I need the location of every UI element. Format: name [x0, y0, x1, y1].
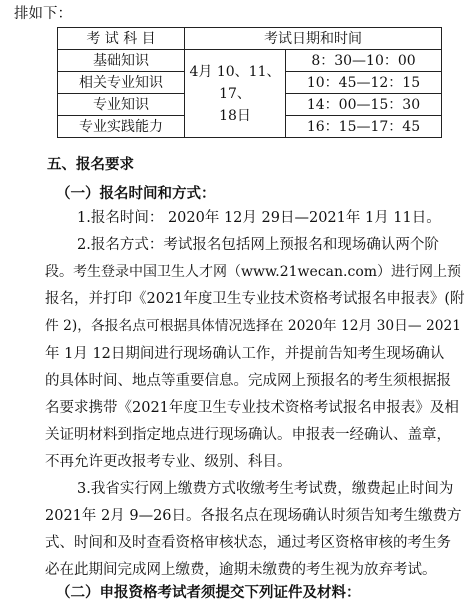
paragraph-line: 的具体时间、地点等重要信息。完成网上预报名的考生须根据报	[45, 373, 451, 389]
subject-cell: 相关专业知识	[58, 72, 185, 94]
paragraph-line: 2.报名方式：考试报名包括网上预报名和现场确认两个阶	[77, 237, 439, 253]
paragraph-reg-time: 1.报名时间： 2020年 12月 29日—2021年 1月 11日。	[77, 210, 441, 226]
header-subject: 考 试 科 目	[58, 28, 185, 50]
dates-cell	[185, 50, 286, 138]
time-cell: 8：30—10：00	[286, 50, 442, 72]
paragraph-line: 不再允许更改报考专业、级别、科目。	[45, 454, 292, 470]
paragraph-line: 段。考生登录中国卫生人才网（www.21wecan.com）进行网上预	[45, 264, 462, 280]
table-header-row	[58, 28, 442, 50]
dates-line-2: 18日	[219, 107, 251, 124]
header-datetime: 考试日期和时间	[185, 28, 442, 50]
subsection-heading-1: （一）报名时间和方式：	[56, 185, 216, 202]
time-cell: 10：45—12：15	[286, 72, 442, 94]
subject-cell: 基础知识	[58, 50, 185, 72]
intro-text: 排如下：	[14, 6, 72, 22]
paragraph-line: 关证明材料到指定地点进行现场确认。申报表一经确认、盖章，	[45, 427, 451, 443]
paragraph-line: 2021年 2月 9—26日。各报名点在现场确认时须告知考生缴费方	[45, 508, 462, 524]
subject-cell: 专业知识	[58, 94, 185, 116]
paragraph-line: 件 2)，各报名点可根据具体情况选择在 2020年 12月 30日— 2021	[45, 318, 461, 334]
subject-cell: 专业实践能力	[58, 116, 185, 138]
exam-schedule-table	[57, 27, 442, 138]
section-heading: 五、报名要求	[47, 156, 134, 173]
paragraph-line: 名要求携带《2021年度卫生专业技术资格考试报名申报表》及相	[45, 400, 459, 416]
paragraph-line: 3.我省实行网上缴费方式收缴考生考试费，缴费起止时间为	[77, 481, 454, 497]
paragraph-line: 式、时间和及时查看资格审核状态，通过考区资格审核的考生务	[45, 535, 451, 551]
table-row	[58, 50, 442, 72]
time-cell: 14：00—15：30	[286, 94, 442, 116]
subsection-heading-2: （二）申报资格考试者须提交下列证件及材料：	[56, 584, 361, 601]
paragraph-line: 报名，并打印《2021年度卫生专业技术资格考试报名申报表》(附	[45, 291, 465, 307]
paragraph-line: 年 1月 12日期间进行现场确认工作，并提前告知考生现场确认	[45, 346, 445, 362]
dates-line-1: 4月 10、11、17、	[189, 63, 281, 102]
time-cell: 16：15—17：45	[286, 116, 442, 138]
paragraph-line: 必在此期间完成网上缴费，逾期未缴费的考生视为放弃考试。	[45, 562, 437, 578]
